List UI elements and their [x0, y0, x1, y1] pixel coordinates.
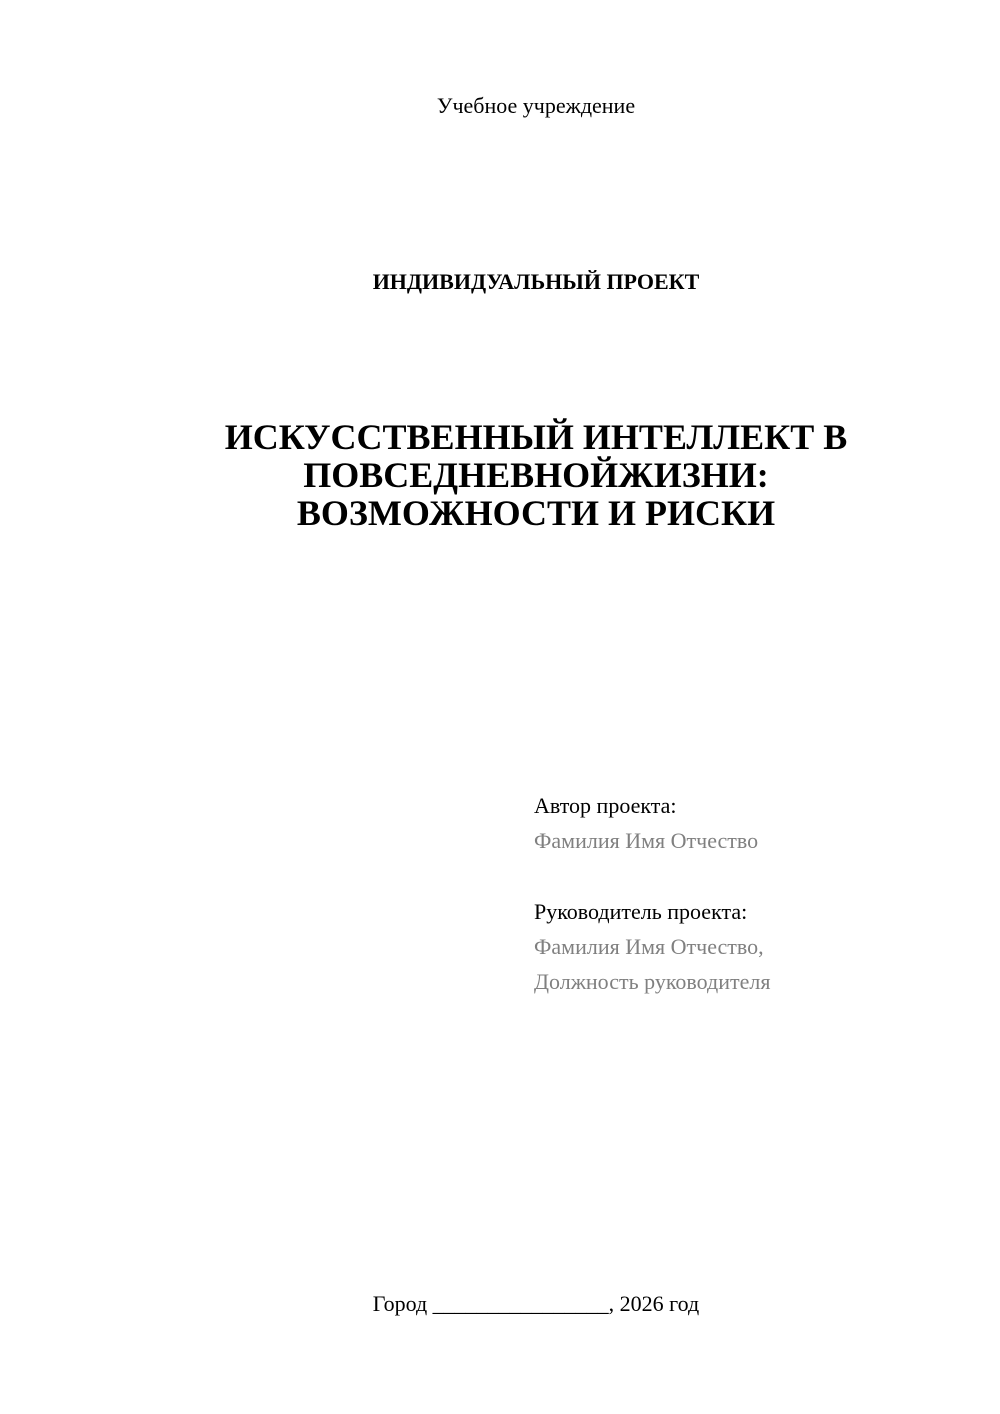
supervisor-name: Фамилия Имя Отчество, [534, 934, 764, 959]
project-title-line: ВОЗМОЖНОСТИ И РИСКИ [296, 493, 776, 533]
credits-spacer [534, 858, 974, 894]
city-year-line: Город ________________, 2026 год [372, 1291, 700, 1316]
project-type-heading: ИНДИВИДУАЛЬНЫЙ ПРОЕКТ [372, 269, 700, 294]
project-title-line: ИСКУССТВЕННЫЙ ИНТЕЛЛЕКТ В [224, 417, 848, 457]
supervisor-label: Руководитель проекта: [534, 899, 748, 924]
author-label: Автор проекта: [534, 793, 677, 818]
project-title-line: ПОВСЕДНЕВНОЙЖИЗНИ: [303, 455, 769, 495]
supervisor-position: Должность руководителя [534, 969, 771, 994]
project-title [0, 418, 1000, 532]
credits-block [534, 788, 974, 999]
institution-name: Учебное учреждение [436, 93, 636, 118]
author-name: Фамилия Имя Отчество [534, 828, 759, 853]
